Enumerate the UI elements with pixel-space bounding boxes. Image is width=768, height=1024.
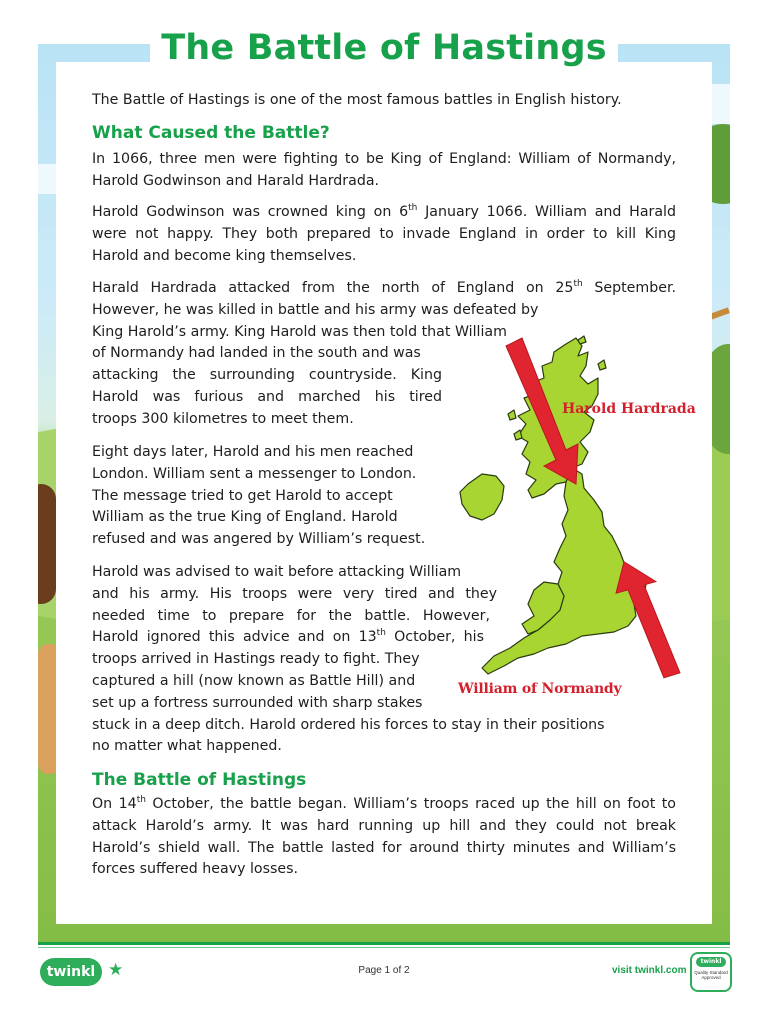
page-title: The Battle of Hastings [161,28,607,68]
page-number: Page 1 of 2 [358,965,410,976]
text-line: Harold Godwinson and Harald Hardrada. [92,172,380,189]
text-line: of Normandy had landed in the south and was [92,345,421,362]
text-line: troops 300 kilometres to meet them. [92,410,354,427]
paragraph-4 [92,442,492,551]
footer-divider-thin [38,947,730,948]
text-line: were not happy. They both prepared to invade England in order to kill King [92,225,676,242]
section-heading-cause: What Caused the Battle? [92,123,330,143]
map-label-north: Harold Hardrada [562,401,696,417]
land-shape [460,336,646,674]
text-line: In 1066, three men were fighting to be King of England: William of Normandy, [92,151,676,167]
text-line: and his army. His troops were very tired and they [92,585,497,602]
text-line: Harold was furious and marched his tired [92,388,442,405]
section-heading-battle: The Battle of Hastings [92,770,307,790]
text-line: captured a hill (now known as Battle Hill) and [92,672,416,689]
text-line: refused and was angered by William’s request. [92,531,426,548]
paragraph-1 [92,149,676,193]
text-line: attack Harold’s army. It was hard running up hill and they could not break [92,817,676,834]
quality-badge [690,952,732,992]
text-line: King Harold’s army. King Harold was then told that William [92,323,507,340]
paragraph-6 [92,794,676,881]
text-line: needed time to prepare for the battle. However, [92,607,490,624]
text-line: Harold Godwinson was crowned king on 6th January 1066. William and Harald [92,203,676,220]
text-line: Harold’s shield wall. The battle lasted for around thirty minutes and William’s [92,839,676,856]
text-line: Harald Hardrada attacked from the north of England on 25th September. [92,279,676,296]
text-line: no matter what happened. [92,738,282,755]
text-line: attacking the surrounding countryside. King [92,367,442,384]
map-label-south: William of Normandy [458,681,622,697]
text-line: On 14th October, the battle began. William’s troops raced up the hill on foot to [92,795,676,812]
star-icon: ★ [108,960,124,980]
text-line: The message tried to get Harold to accept [92,487,393,504]
text-line: Harold and become king themselves. [92,247,357,264]
twinkl-logo[interactable]: twinkl [40,958,102,986]
text-line: However, he was killed in battle and his army was defeated by [92,301,539,318]
text-line: London. William sent a messenger to London. [92,465,417,482]
badge-logo: twinkl [696,957,726,967]
visit-link[interactable]: visit twinkl.com [612,965,687,976]
text-line: troops arrived in Hastings ready to fight. They [92,651,420,668]
text-line: Eight days later, Harold and his men reached [92,444,414,460]
text-line: Harold ignored this advice and on 13th October, his [92,628,484,646]
britain-map [448,334,684,694]
paragraph-2 [92,202,676,267]
intro-text: The Battle of Hastings is one of the most famous battles in English history. [92,92,622,108]
footer-divider [38,942,730,945]
text-line: William as the true King of England. Harold [92,509,398,526]
badge-text: Quality Standard Approved [694,970,728,980]
text-line: Harold was advised to wait before attacking William [92,564,462,580]
text-line: stuck in a deep ditch. Harold ordered his forces to stay in their positions [92,716,605,733]
text-line: set up a fortress surrounded with sharp stakes [92,694,423,711]
text-line: forces suffered heavy losses. [92,861,299,878]
